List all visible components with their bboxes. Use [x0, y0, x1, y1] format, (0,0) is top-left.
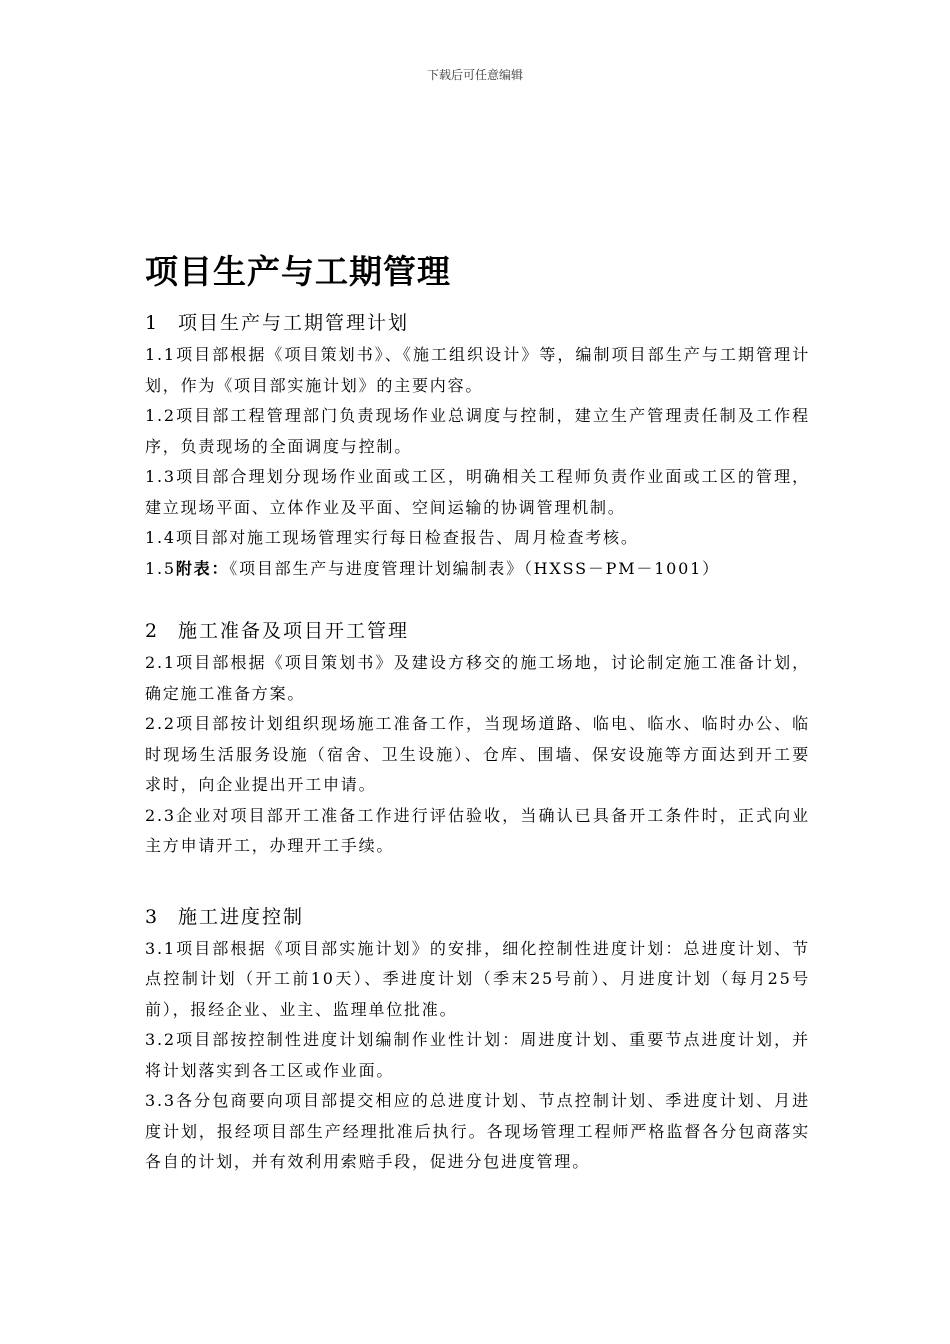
section-number: 1 [145, 312, 160, 334]
section-number: 2 [145, 620, 160, 642]
paragraph: 2.2项目部按计划组织现场施工准备工作，当现场道路、临电、临水、临时办公、临时现场生活服务设施（宿舍、卫生设施）、仓库、围墙、保安设施等方面达到开工要求时，向企业提出开工申请。 [145, 714, 810, 794]
paragraph: 1.4项目部对施工现场管理实行每日检查报告、周月检查考核。 [145, 528, 639, 547]
document-body [145, 248, 810, 1178]
section-title: 施工准备及项目开工管理 [178, 620, 410, 642]
paragraph: 1.1项目部根据《项目策划书》、《施工组织设计》等，编制项目部生产与工期管理计划，作为《项目部实施计划》的主要内容。 [145, 345, 810, 395]
paragraph: 3.3各分包商要向项目部提交相应的总进度计划、节点控制计划、季进度计划、月进度计划，报经项目部生产经理批准后执行。各现场管理工程师严格监督各分包商落实各自的计划，并有效利用索赔手段，促进分包进度管理。 [145, 1091, 810, 1171]
page-header: 下载后可任意编辑 [426, 68, 523, 82]
attachment-text: 《项目部生产与进度管理计划编制表》（HXSS－PM－1001） [229, 558, 720, 578]
section-2 [145, 614, 810, 862]
paragraph: 2.1项目部根据《项目策划书》及建设方移交的施工场地，讨论制定施工准备计划，确定施工准备方案。 [145, 653, 810, 703]
section-title: 施工进度控制 [178, 905, 305, 928]
document-title: 项目生产与工期管理 [145, 252, 451, 291]
paragraph: 3.1项目部根据《项目部实施计划》的安排，细化控制性进度计划：总进度计划、节点控制计划（开工前10天）、季进度计划（季末25号前）、月进度计划（每月25号前），报经企业、业主、监理单位批准。 [145, 938, 810, 1019]
paragraph: 1.3项目部合理划分现场作业面或工区，明确相关工程师负责作业面或工区的管理，建立现场平面、立体作业及平面、空间运输的协调管理机制。 [145, 467, 810, 517]
attachment-prefix: 1.5 [145, 558, 176, 578]
attachment-label: 附表： [175, 558, 230, 578]
section-3 [145, 900, 810, 1178]
section-1 [145, 306, 810, 584]
section-heading [145, 614, 810, 648]
paragraph: 3.2项目部按控制性进度计划编制作业性计划：周进度计划、重要节点进度计划，并将计划落实到各工区或作业面。 [145, 1030, 810, 1080]
paragraph: 2.3企业对项目部开工准备工作进行评估验收，当确认已具备开工条件时，正式向业主方申请开工，办理开工手续。 [145, 805, 810, 855]
section-heading [145, 306, 810, 340]
attachment-paragraph [145, 554, 810, 585]
paragraph: 1.2项目部工程管理部门负责现场作业总调度与控制，建立生产管理责任制及工作程序，负责现场的全面调度与控制。 [145, 406, 810, 456]
section-heading [145, 900, 810, 934]
section-title: 项目生产与工期管理计划 [178, 312, 410, 334]
section-number: 3 [145, 905, 160, 928]
